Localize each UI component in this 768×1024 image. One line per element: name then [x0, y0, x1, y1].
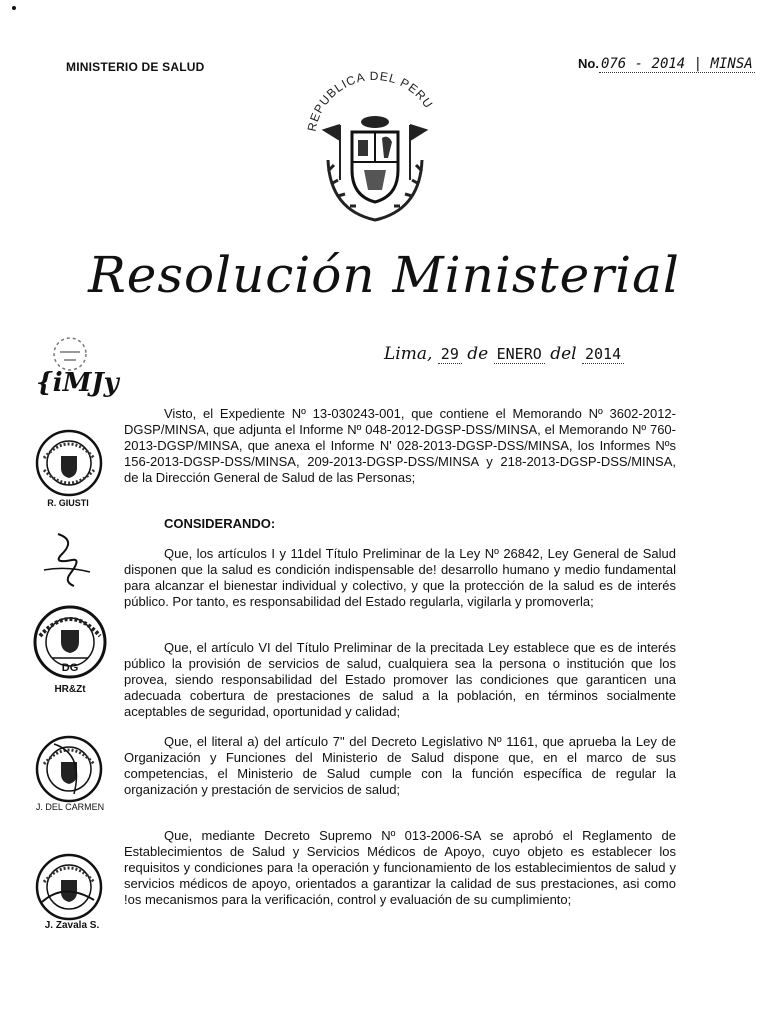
date-city: Lima,	[384, 344, 433, 364]
considerando-heading: CONSIDERANDO:	[164, 516, 276, 531]
margin-initials: {iMJy	[36, 368, 119, 398]
date-year: 2014	[582, 345, 624, 364]
document-title: Resolución Ministerial	[88, 246, 680, 304]
paragraph-2	[124, 640, 676, 720]
date-day: 29	[438, 345, 462, 364]
paragraph-3	[124, 734, 676, 798]
paragraph-3-text: Que, el literal a) del artículo 7" del Decreto Legislativo Nº 1161, que aprueba la Ley de Organización y Funciones del Ministerio de Salud dispone que, en el marco de sus competencias, el Ministerio de Salud cumple con la función específica de regular la organización y prestación de servicios de salud;	[124, 734, 676, 797]
date-de: de	[467, 344, 489, 364]
stamp-1-icon	[34, 428, 104, 498]
date-del: del	[550, 344, 577, 364]
coat-of-arms-icon	[290, 70, 460, 230]
ministry-heading: MINISTERIO DE SALUD	[66, 60, 205, 74]
number-label: No.	[578, 56, 599, 71]
paragraph-visto	[124, 406, 676, 486]
paragraph-1	[124, 546, 676, 610]
paragraph-visto-text: Visto, el Expediente Nº 13-030243-001, que contiene el Memorando Nº 3602-2012-DGSP/MINSA, que adjunta el Informe Nº 048-2012-DGSP-DSS/MINSA, el Memorando Nº 760-2013-DGSP/MINSA, que anexa el Informe N' 028-2013-DGSP-DSS/MINSA, los Informes Nºs 156-2013-DGSP-DSS/MINSA, 209-2013-DGSP-DSS/MINSA y 218-2013-DGSP-DSS/MINSA, de la Dirección General de Salud de las Personas;	[124, 406, 676, 485]
paragraph-4-text: Que, mediante Decreto Supremo Nº 013-2006-SA se aprobó el Reglamento de Establecimientos de Salud y Servicios Médicos de Apoyo, cuyo objeto es establecer los requisitos y condiciones para !a operación y funcionamiento de los establecimientos de salud y servicios médicos de apoyo, orientados a garantizar la calidad de sus prestaciones, asi como !os mecanismos para la verificación, control y evaluación de su cumplimiento;	[124, 828, 676, 907]
seal-text: REPUBLICA DEL PERU	[304, 70, 436, 133]
paragraph-2-text: Que, el artículo VI del Título Preliminar de la precitada Ley establece que es de interés público la provisión de servicios de salud, cualquiera sea la persona o institución que los provea, siendo responsabilidad del Estado promover las condiciones que garanticen una adecuada cobertura de prestaciones de salud a la población, en términos socialmente aceptables de seguridad, oportunidad y calidad;	[124, 640, 676, 719]
dateline	[384, 344, 624, 364]
stamp-3-label: J. DEL CARMEN	[35, 802, 105, 812]
paragraph-1-text: Que, los artículos I y 11del Título Preliminar de la Ley Nº 26842, Ley General de Salud disponen que la salud es condición indispensable de! desarrollo humano y medio fundamental para alcanzar el bienestar individual y colectivo, y que la protección de la salud es de interés público. Por tanto, es responsabilidad del Estado regularla, vigilarla y promoverla;	[124, 546, 676, 609]
number-value: 076 - 2014 | MINSA	[600, 56, 753, 72]
page-mark	[12, 6, 16, 10]
paragraph-4	[124, 828, 676, 908]
stamp-3-icon	[34, 734, 104, 804]
signature-icon	[36, 530, 96, 590]
stamp-1-label: R. GIUSTI	[47, 498, 89, 508]
date-month: ENERO	[494, 345, 545, 364]
resolution-number	[578, 56, 755, 72]
stamp-2-label: HR&Zt	[54, 684, 86, 695]
stamp-2-dg: DG	[61, 662, 79, 674]
stamp-4-icon	[34, 852, 104, 922]
stamp-4-label: J. Zavala S.	[44, 920, 100, 931]
